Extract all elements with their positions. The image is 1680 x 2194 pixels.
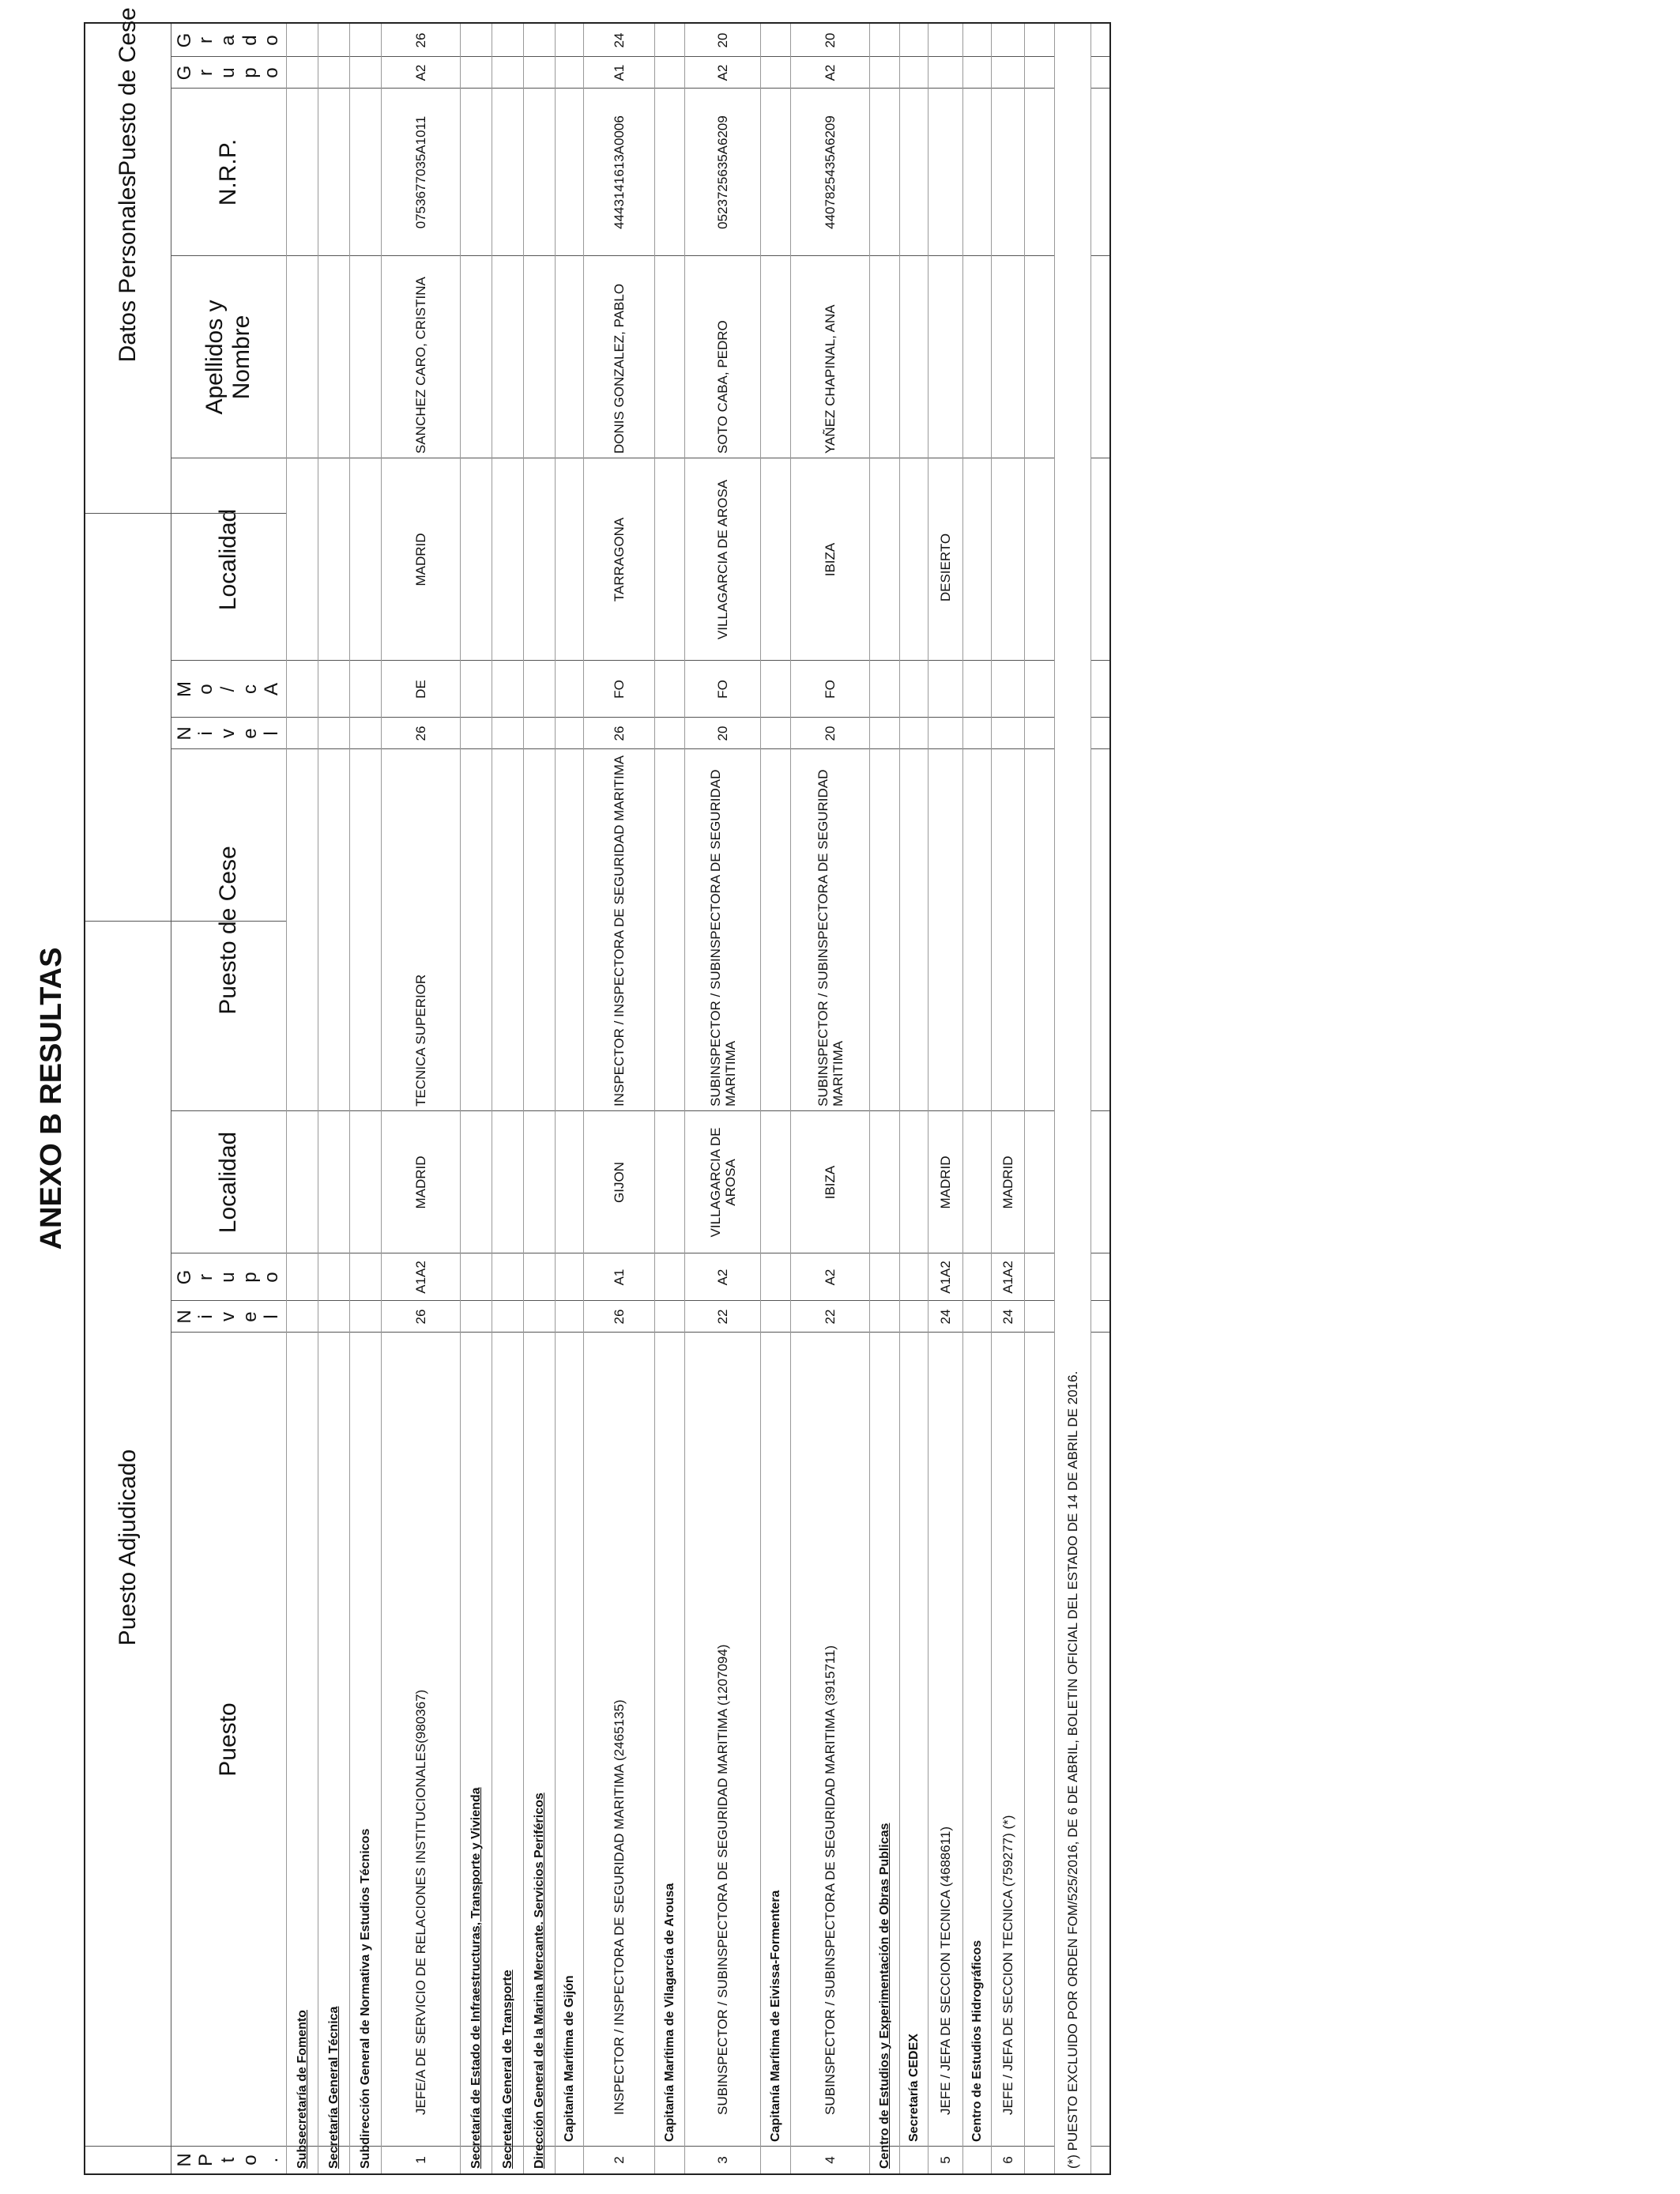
col-nivel-stack	[171, 1310, 286, 1323]
section-title: Secretaría de Estado de Infraestructuras, Transporte y Vivienda	[469, 1787, 483, 2169]
col-localidad: Localidad	[215, 1131, 241, 1234]
desierto-label: DESIERTO	[937, 533, 953, 602]
cell-puesto-cese: INSPECTOR / INSPECTORA DE SEGURIDAD MARITIMA	[612, 755, 627, 1106]
cell-nivel: 22	[715, 1309, 730, 1325]
group-puesto-adjudicado: Puesto Adjudicado	[115, 1449, 141, 1646]
cell-apellidos: SANCHEZ CARO, CRISTINA	[413, 277, 428, 454]
cell-nrp: 4407825435A6209	[823, 115, 838, 229]
col-nrp: N.R.P.	[215, 138, 241, 206]
col-nord-ch: o	[239, 2154, 261, 2166]
section-row	[318, 24, 349, 2173]
cell-nivel: 26	[413, 1309, 428, 1325]
cell-puesto: JEFE / JEFA DE SECCION TECNICA (4688611)	[938, 1826, 953, 2115]
section-title: Subdirección General de Normativa y Estudios Técnicos	[358, 1828, 372, 2169]
col-localidad-cese: Localidad	[215, 508, 241, 611]
col-grado-ch: d	[239, 35, 261, 46]
cell-localidad: MADRID	[413, 1155, 428, 1209]
section-title: Secretaría General de Transporte	[500, 1970, 514, 2169]
col-nord-ch: P	[195, 2154, 217, 2167]
col-mod-stack	[171, 681, 286, 697]
cell-apellidos: DONIS GONZALEZ, PABLO	[612, 283, 627, 454]
results-table	[84, 7, 1111, 2175]
col-nivel-ch: l	[261, 1314, 283, 1319]
cell-nivel-cese: 26	[413, 726, 428, 741]
spacer-row	[1090, 24, 1109, 2173]
cell-localidad: MADRID	[938, 1155, 953, 1209]
cell-n: 6	[1000, 2156, 1015, 2164]
section-title: Secretaría General Técnica	[326, 2006, 341, 2169]
cell-puesto: INSPECTOR / INSPECTORA DE SEGURIDAD MARITIMA (2465135)	[612, 1699, 627, 2115]
col-nord-ch: t	[217, 2157, 239, 2163]
cell-grupo-p: A2	[715, 64, 730, 81]
cell-puesto-cese: SUBINSPECTOR / SUBINSPECTORA DE SEGURIDAD MARITIMA	[815, 769, 846, 1106]
section-row	[760, 24, 790, 2173]
col-grupo-p-stack	[171, 66, 286, 81]
cell-puesto: SUBINSPECTOR / SUBINSPECTORA DE SEGURIDAD MARITIMA (3915711)	[823, 1645, 838, 2115]
col-nivel	[171, 1301, 286, 1333]
col-grupo-p-ch: o	[261, 67, 283, 78]
col-mod-ch: /	[217, 686, 239, 692]
cell-n: 5	[938, 2156, 953, 2164]
col-puesto: Puesto	[215, 1702, 241, 1777]
cell-grupo: A1A2	[938, 1261, 953, 1294]
cell-nrp: 0753677035A1011	[413, 115, 428, 229]
col-grupo-p-ch: u	[217, 67, 239, 78]
cell-puesto-cese: TECNICA SUPERIOR	[413, 974, 428, 1106]
cell-puesto: SUBINSPECTOR / SUBINSPECTORA DE SEGURIDAD MARITIMA (1207094)	[715, 1644, 730, 2115]
cell-localidad-cese: MADRID	[413, 533, 428, 586]
cell-nrp: 4443141613A0006	[612, 115, 627, 229]
cell-n: 2	[612, 2156, 627, 2164]
cell-grado: 26	[413, 32, 428, 48]
section-title: Centro de Estudios y Experimentación de Obras Publicas	[877, 1823, 891, 2169]
col-nord	[171, 2147, 286, 2173]
cell-nivel-cese: 20	[823, 726, 838, 741]
cell-grado: 20	[715, 32, 730, 48]
rotated-table-canvas	[22, 7, 1111, 2175]
col-nivel-ch: v	[217, 1312, 239, 1321]
col-grado-ch: r	[195, 37, 217, 44]
col-mod-ch: o	[195, 684, 217, 695]
col-mod-ch: A	[261, 683, 283, 696]
cell-n: 3	[715, 2156, 730, 2164]
cell-mod: FO	[612, 680, 627, 699]
cell-n: 1	[413, 2156, 428, 2164]
cell-mod: FO	[715, 680, 730, 699]
section-row	[869, 24, 899, 2173]
col-grado	[171, 24, 286, 57]
col-grupo-ch: u	[217, 1272, 239, 1283]
col-nord-ch: N	[173, 2153, 195, 2167]
cell-nivel-cese: 26	[612, 726, 627, 741]
cell-grupo: A2	[823, 1269, 838, 1286]
cell-grado: 20	[823, 32, 838, 48]
footnote: (*) PUESTO EXCLUIDO POR ORDEN FOM/525/2016, DE 6 DE ABRIL, BOLETIN OFICIAL DEL ESTADO DE 14 DE ABRIL DE 2016.	[1064, 1370, 1080, 2169]
col-grupo-ch: p	[239, 1272, 261, 1283]
group-puesto-cese: Puesto de Cese	[115, 7, 141, 176]
cell-grupo: A1A2	[1000, 1261, 1015, 1294]
section-title: Capitanía Marítima de Gijón	[562, 1975, 576, 2142]
col-grupo-ch: o	[261, 1272, 283, 1283]
cell-nivel: 24	[1000, 1309, 1015, 1325]
cell-nivel: 24	[938, 1309, 953, 1325]
col-grado-ch: G	[173, 32, 195, 48]
col-mod-ch: c	[239, 684, 261, 694]
section-row	[349, 24, 381, 2173]
col-nivel-cese-ch: v	[217, 729, 239, 738]
col-grupo-ch: r	[195, 1274, 217, 1281]
cell-nivel: 22	[823, 1309, 838, 1325]
cell-localidad: GIJON	[612, 1162, 627, 1203]
document-title: ANEXO B RESULTAS	[35, 947, 68, 1250]
grid-line	[85, 921, 286, 922]
col-nivel-cese-ch: N	[173, 726, 195, 741]
group-datos-personales: Datos Personales	[115, 175, 141, 363]
table-row	[684, 24, 760, 2173]
section-row	[654, 24, 684, 2173]
cell-grupo-p: A2	[413, 64, 428, 81]
col-nivel-cese-ch: i	[195, 731, 217, 736]
cell-localidad: VILLAGARCIA DE AROSA	[707, 1127, 738, 1238]
col-nivel-cese-ch: l	[261, 731, 283, 736]
cell-nivel-cese: 20	[715, 726, 730, 741]
section-row	[492, 24, 523, 2173]
section-title: Centro de Estudios Hidrográficos	[970, 1940, 984, 2142]
cell-grupo-p: A1	[612, 64, 627, 81]
col-nivel-cese-stack	[171, 726, 286, 740]
section-row	[286, 24, 318, 2173]
cell-apellidos: SOTO CABA, PEDRO	[715, 320, 730, 454]
col-grupo-p-ch: p	[239, 67, 261, 78]
col-grupo-p-ch: G	[173, 65, 195, 81]
col-grupo-stack	[171, 1270, 286, 1285]
section-row	[555, 24, 583, 2173]
col-grupo-p-ch: r	[195, 70, 217, 77]
section-row	[460, 24, 492, 2173]
col-mod	[171, 661, 286, 718]
section-title: Capitanía Marítima de Vilagarcía de Arousa	[662, 1883, 676, 2142]
col-puesto-cese: Puesto de Cese	[215, 846, 241, 1015]
col-nivel-ch: i	[195, 1314, 217, 1319]
table-row	[991, 24, 1024, 2173]
section-row	[899, 24, 928, 2173]
cell-grupo: A1	[612, 1269, 627, 1286]
cell-localidad-cese: VILLAGARCIA DE AROSA	[715, 479, 730, 640]
cell-grupo-p: A2	[823, 64, 838, 81]
cell-mod: DE	[413, 680, 428, 699]
cell-puesto: JEFE/A DE SERVICIO DE RELACIONES INSTITUCIONALES(980367)	[413, 1689, 428, 2115]
col-nord-ch: .	[261, 2157, 283, 2163]
col-grupo-ch: G	[173, 1269, 195, 1285]
spacer-row	[1024, 24, 1054, 2173]
col-apellidos: Apellidos y Nombre	[202, 300, 254, 415]
cell-puesto: JEFE / JEFA DE SECCION TECNICA (759277) (*)	[1000, 1815, 1015, 2115]
section-title: Subsecretaría de Fomento	[295, 2010, 309, 2169]
cell-localidad-cese: TARRAGONA	[612, 517, 627, 602]
col-nivel-cese	[171, 718, 286, 749]
table-row	[790, 24, 869, 2173]
table-row	[583, 24, 654, 2173]
col-grupo	[171, 1253, 286, 1301]
col-grado-ch: a	[217, 35, 239, 46]
col-mod-ch: M	[173, 681, 195, 697]
section-title: Capitanía Marítima de Eivissa-Formentera	[768, 1890, 782, 2142]
col-nivel-ch: e	[239, 1311, 261, 1322]
col-nivel-ch: N	[173, 1310, 195, 1324]
col-grado-stack	[171, 33, 286, 48]
cell-localidad: IBIZA	[823, 1165, 838, 1200]
cell-nrp: 0523725635A6209	[715, 115, 730, 229]
cell-nivel: 26	[612, 1309, 627, 1325]
col-nivel-cese-ch: e	[239, 728, 261, 739]
section-row	[962, 24, 991, 2173]
cell-localidad: MADRID	[1000, 1155, 1015, 1209]
section-title: Dirección General de la Marina Mercante. Servicios Periféricos	[532, 1793, 546, 2169]
col-grupo-p	[171, 57, 286, 89]
section-title: Secretaría CEDEX	[906, 2034, 921, 2142]
cell-apellidos: YAÑEZ CHAPINAL, ANA	[823, 304, 838, 454]
cell-grado: 24	[612, 32, 627, 48]
cell-mod: FO	[823, 680, 838, 699]
cell-grupo: A2	[715, 1269, 730, 1286]
cell-n: 4	[823, 2156, 838, 2164]
grid-line	[85, 513, 286, 514]
cell-localidad-cese: IBIZA	[823, 542, 838, 577]
cell-grupo: A1A2	[413, 1261, 428, 1294]
table-row	[928, 24, 962, 2173]
table-row	[381, 24, 460, 2173]
section-row	[523, 24, 555, 2173]
cell-puesto-cese: SUBINSPECTOR / SUBINSPECTORA DE SEGURIDAD MARITIMA	[707, 769, 738, 1106]
footnote-row	[1054, 24, 1090, 2173]
col-grado-ch: o	[261, 35, 283, 46]
col-nord-stack	[171, 2153, 286, 2166]
